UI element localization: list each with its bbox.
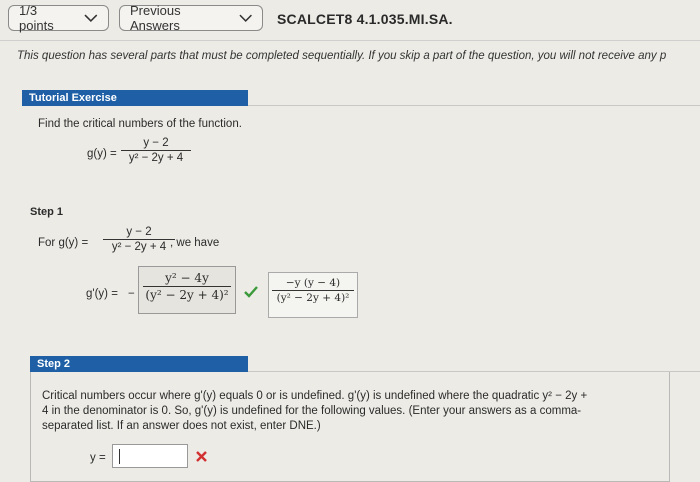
incorrect-cross-icon: [196, 451, 207, 462]
correct-answer-fraction: [272, 277, 354, 304]
derivative-answer-denominator: (y² − 2y + 4)²: [145, 288, 229, 302]
derivative-answer-box: [138, 266, 236, 314]
step1-numerator: y − 2: [126, 226, 152, 238]
step1-we-have: , we have: [170, 237, 220, 249]
correct-answer-box: [268, 272, 358, 318]
correct-answer-numerator: −y (y − 4): [285, 277, 341, 289]
fraction-bar: [143, 286, 231, 287]
derivative-lhs: g'(y) =: [86, 288, 118, 300]
correct-answer-denominator: (y² − 2y + 4)²: [276, 292, 350, 304]
top-bar: [0, 0, 700, 40]
previous-answers-label: Previous Answers: [130, 3, 181, 33]
top-divider: [0, 40, 700, 41]
tutorial-header: Tutorial Exercise: [22, 90, 248, 106]
score-dropdown[interactable]: [8, 5, 109, 31]
fraction-bar: [272, 290, 354, 291]
sequential-notice: This question has several parts that must be completed sequentially. If you skip a part of the question, you will not receive any p: [17, 50, 667, 62]
text-cursor: [119, 449, 120, 464]
step2-text-line3: separated list. If an answer does not exist, enter DNE.): [42, 420, 321, 432]
course-code: SCALCET8 4.1.035.MI.SA.: [277, 11, 453, 27]
chevron-down-icon: [239, 13, 252, 23]
tutorial-header-rule: [248, 105, 700, 106]
fraction-bar: [103, 239, 175, 240]
derivative-answer-fraction: [143, 271, 231, 302]
tutorial-prompt: Find the critical numbers of the function.: [38, 118, 242, 130]
correct-check-icon: [244, 286, 258, 298]
step2-text-line1: Critical numbers occur where g'(y) equals 0 or is undefined. g'(y) is undefined where the quadratic y² − 2y +: [42, 390, 588, 402]
step1-denominator: y² − 2y + 4: [111, 241, 167, 253]
step1-fraction: [103, 226, 175, 253]
previous-answers-dropdown[interactable]: [119, 5, 263, 31]
step1-intro: For g(y) =: [38, 237, 89, 249]
function-lhs: g(y) =: [87, 148, 117, 160]
step1-title: Step 1: [30, 206, 64, 218]
derivative-answer-numerator: y² − 4y: [165, 271, 209, 285]
fraction-bar: [121, 150, 191, 151]
critical-values-input[interactable]: [112, 444, 188, 468]
step2-text-line2: 4 in the denominator is 0. So, g'(y) is undefined for the following values. (Enter your answers as a comma-: [42, 405, 582, 417]
step2-input-label: y =: [90, 452, 106, 464]
chevron-down-icon: [84, 13, 98, 23]
step2-header: Step 2: [30, 356, 248, 372]
derivative-negative-sign: −: [128, 288, 135, 300]
function-denominator: y² − 2y + 4: [128, 152, 184, 164]
function-fraction: [121, 137, 191, 164]
score-label: 1/3 points: [19, 3, 54, 33]
function-numerator: y − 2: [143, 137, 169, 149]
